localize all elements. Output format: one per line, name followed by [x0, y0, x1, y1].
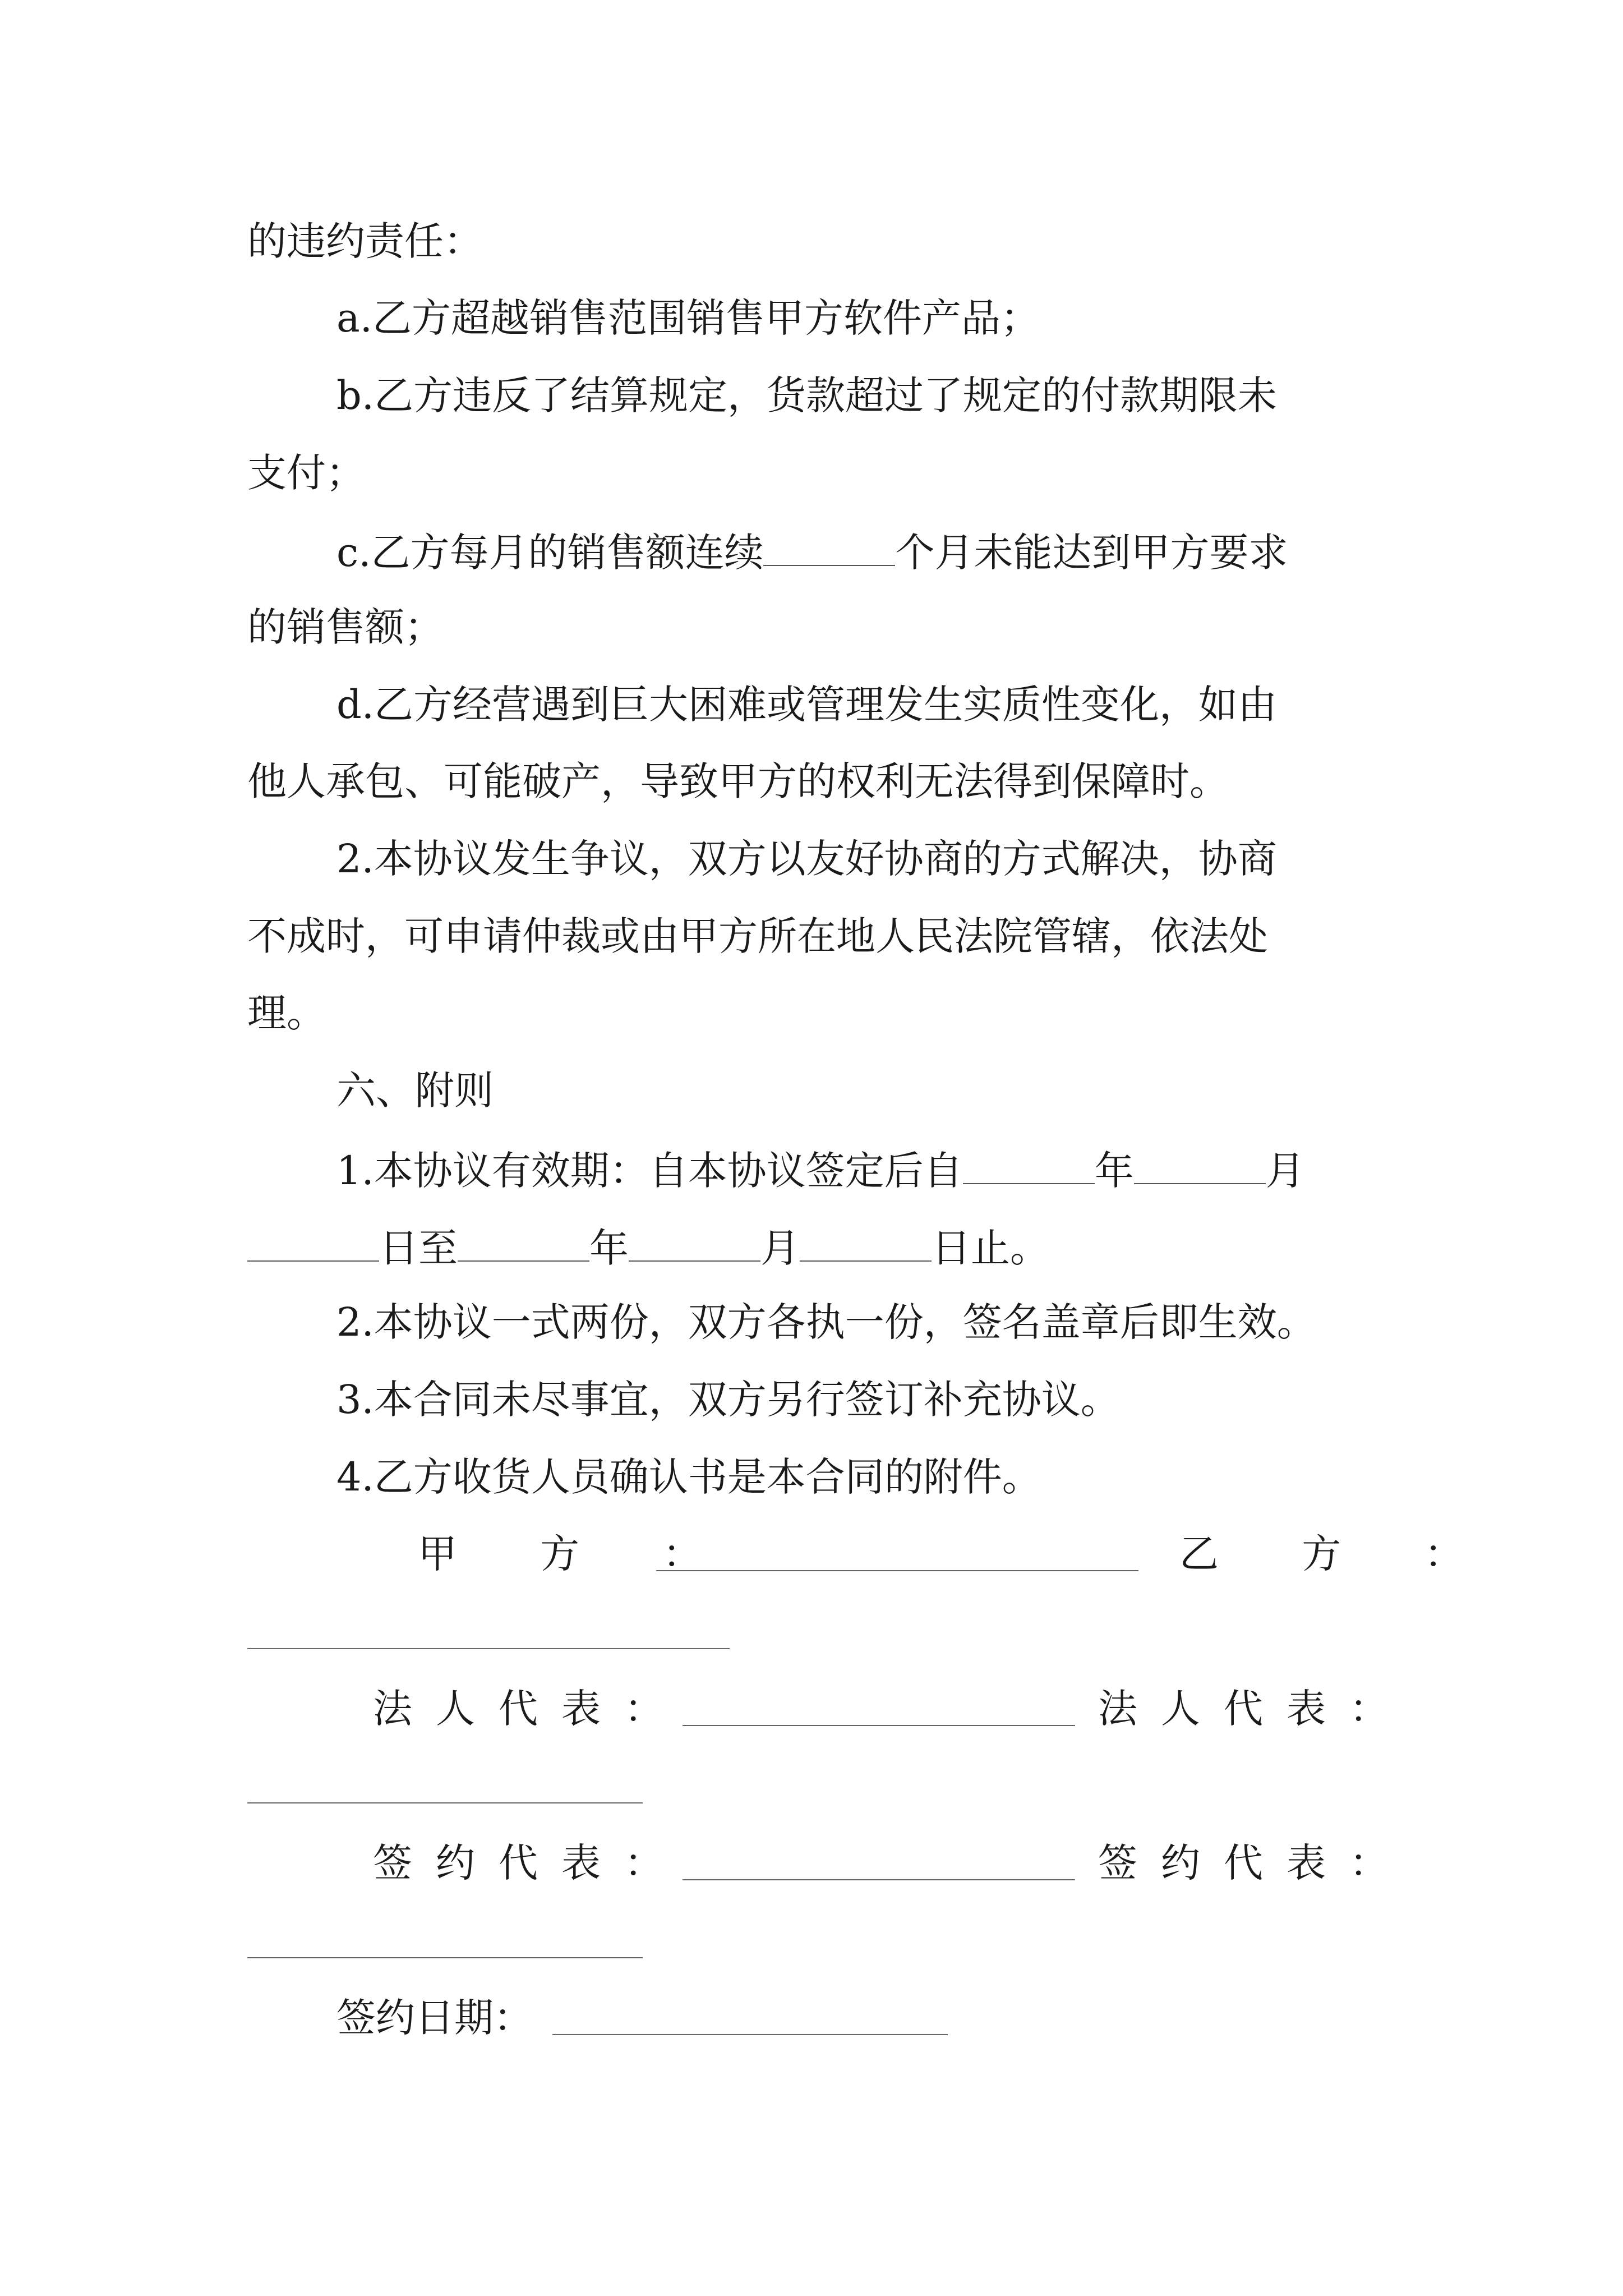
- dispute-clause: 2.本协议发生争议，双方以友好协商的方式解决，协商: [336, 836, 1277, 882]
- dispute-clause-end: 理。: [247, 990, 326, 1036]
- sign-rep-a-blank: [683, 1879, 1075, 1880]
- month-label-2: 月: [760, 1225, 800, 1271]
- party-b-label: 乙 方 ：: [1179, 1531, 1499, 1577]
- legal-rep-b-label: 法人代表：: [1098, 1686, 1412, 1732]
- clause-c-cont: 的销售额；: [247, 604, 444, 650]
- sign-date-label: 签约日期：: [336, 1995, 533, 2041]
- day-to-label: 日至: [379, 1225, 458, 1271]
- legal-rep-a-label: 法人代表：: [373, 1686, 687, 1732]
- months-blank: [763, 530, 895, 566]
- clause-c-part2: 个月未能达到甲方要求: [895, 530, 1288, 576]
- validity-clause-cont: [247, 1225, 1049, 1271]
- party-a-blank: [656, 1570, 1138, 1571]
- clause-d: d.乙方经营遇到巨大困难或管理发生实质性变化，如由: [336, 682, 1278, 728]
- clause-c-part1: c.乙方每月的销售额连续: [336, 530, 764, 576]
- legal-rep-b-blank: [247, 1802, 643, 1803]
- month-label-1: 月: [1265, 1148, 1305, 1194]
- validity-clause: [336, 1148, 1305, 1194]
- day-end-label: 日止。: [932, 1225, 1049, 1271]
- dispute-clause-cont: 不成时，可申请仲裁或由甲方所在地人民法院管辖，依法处: [247, 913, 1268, 959]
- year-label-2: 年: [589, 1225, 629, 1271]
- sign-date-blank: [552, 2034, 948, 2035]
- start-day-blank: [247, 1226, 379, 1262]
- party-b-blank: [247, 1648, 730, 1649]
- start-year-blank: [963, 1148, 1095, 1184]
- clause-b: b.乙方违反了结算规定，货款超过了规定的付款期限未: [336, 372, 1278, 418]
- sign-rep-a-label: 签约代表：: [373, 1840, 687, 1886]
- section-heading: 六、附则: [336, 1068, 494, 1114]
- end-month-blank: [629, 1226, 760, 1262]
- text-line-1: 的违约责任：: [247, 218, 483, 264]
- legal-rep-a-blank: [683, 1725, 1075, 1726]
- clause-b-cont: 支付；: [247, 450, 365, 496]
- party-a-label: 甲 方 ：: [418, 1531, 737, 1577]
- year-label-1: 年: [1094, 1148, 1134, 1194]
- clause-a: a.乙方超越销售范围销售甲方软件产品；: [336, 295, 1040, 341]
- sign-rep-b-label: 签约代表：: [1098, 1840, 1412, 1886]
- end-year-blank: [458, 1226, 589, 1262]
- start-month-blank: [1134, 1148, 1266, 1184]
- clause-c: [336, 530, 1288, 576]
- attachment-clause: 4.乙方收货人员确认书是本合同的附件。: [336, 1454, 1041, 1500]
- sign-rep-b-blank: [247, 1957, 643, 1958]
- end-day-blank: [800, 1226, 932, 1262]
- supplement-clause: 3.本合同未尽事宜，双方另行签订补充协议。: [336, 1377, 1120, 1423]
- validity-part1: 1.本协议有效期：自本协议签定后自: [336, 1148, 963, 1194]
- copies-clause: 2.本协议一式两份，双方各执一份，签名盖章后即生效。: [336, 1299, 1316, 1345]
- clause-d-cont: 他人承包、可能破产，导致甲方的权利无法得到保障时。: [247, 758, 1229, 804]
